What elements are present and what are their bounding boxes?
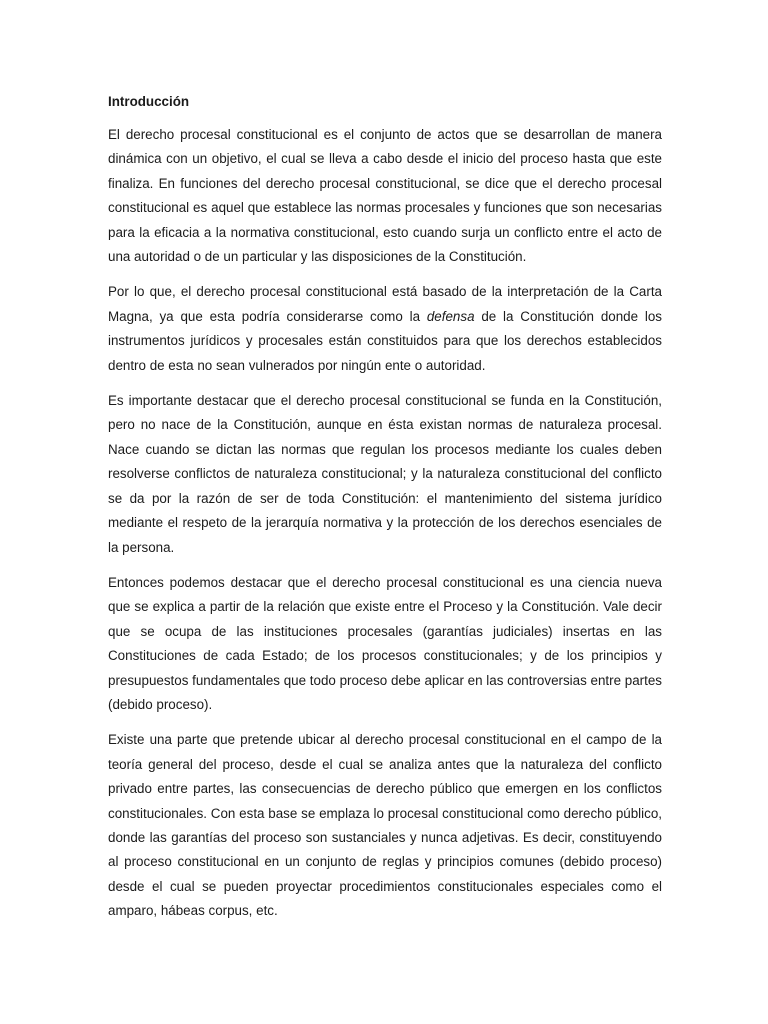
paragraph-1: El derecho procesal constitucional es el conjunto de actos que se desarrollan de manera dinámica con un objetivo, el cual se lleva a cabo desde el inicio del proceso hasta que este finaliza. En funciones del derecho procesal constitucional, se dice que el derecho procesal constitucional es aquel que establece las normas procesales y funciones que son necesarias para la eficacia a la normativa constitucional, esto cuando surja un conflicto entre el acto de una autoridad o de un particular y las disposiciones de la Constitución. xyxy=(108,127,662,265)
paragraph-2-text-before: Por lo que, el derecho procesal constitucional está basado de la interpretación de la Carta Magna, ya que esta podría considerarse como la xyxy=(108,284,662,324)
paragraph-2 xyxy=(108,280,662,378)
emphasis-defensa: defensa xyxy=(426,308,475,324)
paragraph-4: Entonces podemos destacar que el derecho procesal constitucional es una ciencia nueva que se explica a partir de la relación que existe entre el Proceso y la Constitución. Vale decir que se ocupa de las instituciones procesales (garantías judiciales) insertas en las Constituciones de cada Estado; de los procesos constitucionales; y de los principios y presupuestos fundamentales que todo proceso debe aplicar en las controversias entre partes (debido proceso). xyxy=(108,574,662,712)
paragraph-2-text-after: de la Constitución donde los instrumentos jurídicos y procesales están constituidos para que los derechos establecidos dentro de esta no sean vulnerados por ningún ente o autoridad. xyxy=(108,308,662,373)
document-body xyxy=(108,91,662,935)
paragraph-3: Es importante destacar que el derecho procesal constitucional se funda en la Constitución, pero no nace de la Constitución, aunque en ésta existan normas de naturaleza procesal. Nace cuando se dictan las normas que regulan los procesos mediante los cuales deben resolverse conflictos de naturaleza constitucional; y la naturaleza constitucional del conflicto se da por la razón de ser de toda Constitución: el mantenimiento del sistema jurídico mediante el respeto de la jerarquía normativa y la protección de los derechos esenciales de la persona. xyxy=(108,393,662,555)
section-heading: Introducción xyxy=(108,94,190,109)
paragraph-5: Existe una parte que pretende ubicar al derecho procesal constitucional en el campo de la teoría general del proceso, desde el cual se analiza antes que la naturaleza del conflicto privado entre partes, las consecuencias de derecho público que emergen en los conflictos constitucionales. Con esta base se emplaza lo procesal constitucional como derecho público, donde las garantías del proceso son sustanciales y nunca adjetivas. Es decir, constituyendo al proceso constitucional en un conjunto de reglas y principios comunes (debido proceso) desde el cual se pueden proyectar procedimientos constitucionales especiales como el amparo, hábeas corpus, etc. xyxy=(108,732,662,919)
